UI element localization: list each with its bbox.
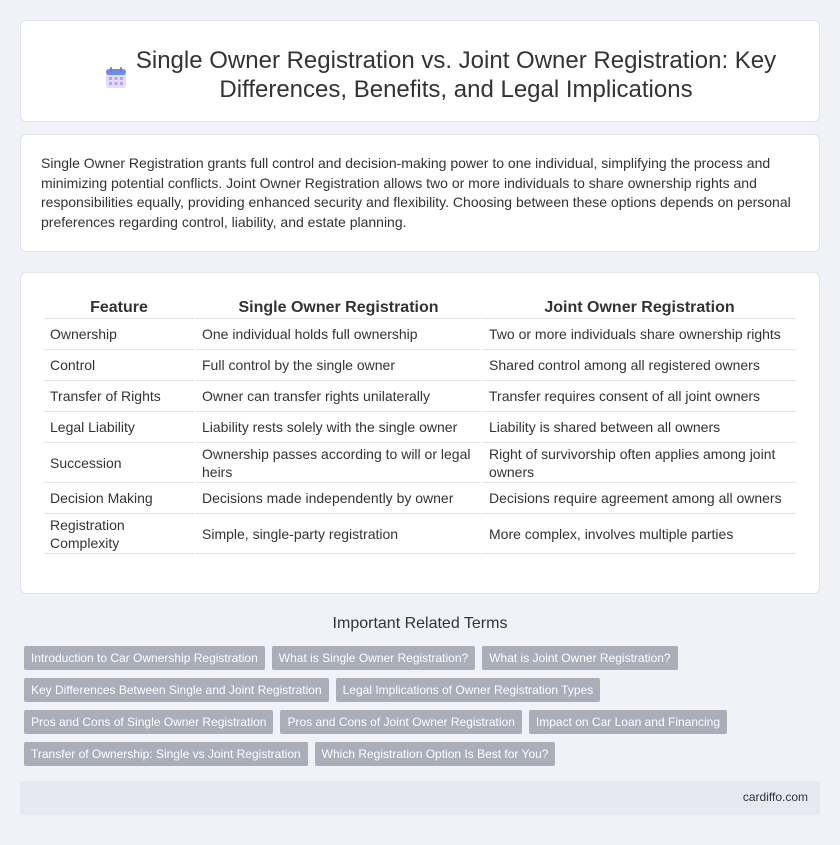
footer-bar — [20, 781, 820, 815]
single-owner-cell: Owner can transfer rights unilaterally — [196, 381, 481, 412]
column-header-feature: Feature — [44, 297, 194, 319]
table-row — [44, 514, 796, 554]
intro-card — [20, 134, 820, 252]
joint-owner-cell: Two or more individuals share ownership rights — [483, 319, 796, 350]
footer-site-link[interactable]: cardiffo.com — [742, 790, 808, 804]
related-term-tag[interactable]: What is Single Owner Registration? — [272, 646, 475, 670]
related-term-tag[interactable]: Key Differences Between Single and Joint Registration — [24, 678, 329, 702]
column-header-joint-owner: Joint Owner Registration — [483, 297, 796, 319]
joint-owner-cell: Transfer requires consent of all joint owners — [483, 381, 796, 412]
table-header-row — [44, 297, 796, 319]
header-card — [20, 20, 820, 122]
related-term-tag[interactable]: Pros and Cons of Joint Owner Registration — [280, 710, 521, 734]
table-row — [44, 412, 796, 443]
related-term-tag[interactable]: Introduction to Car Ownership Registration — [24, 646, 265, 670]
table-row — [44, 483, 796, 514]
single-owner-cell: One individual holds full ownership — [196, 319, 481, 350]
intro-paragraph: Single Owner Registration grants full control and decision-making power to one individual, simplifying the process and minimizing potential conflicts. Joint Owner Registration allows two or more individuals to share ownership rights and responsibilities equally, providing enhanced security and flexibility. Choosing between these options depends on personal preferences regarding control, liability, and estate planning. — [41, 155, 791, 230]
feature-cell: Transfer of Rights — [44, 381, 194, 412]
single-owner-cell: Simple, single-party registration — [196, 514, 481, 554]
feature-cell: Control — [44, 350, 194, 381]
related-term-tag[interactable]: Legal Implications of Owner Registration Types — [336, 678, 601, 702]
feature-cell: Legal Liability — [44, 412, 194, 443]
table-row — [44, 443, 796, 483]
single-owner-cell: Full control by the single owner — [196, 350, 481, 381]
comparison-table — [42, 297, 798, 554]
joint-owner-cell: More complex, involves multiple parties — [483, 514, 796, 554]
feature-cell: Registration Complexity — [44, 514, 194, 554]
joint-owner-cell: Shared control among all registered owners — [483, 350, 796, 381]
table-row — [44, 350, 796, 381]
tag-row — [24, 710, 734, 734]
related-term-tag[interactable]: What is Joint Owner Registration? — [482, 646, 677, 670]
related-term-tag[interactable]: Transfer of Ownership: Single vs Joint Registration — [24, 742, 308, 766]
comparison-table-card — [20, 272, 820, 594]
table-row — [44, 381, 796, 412]
related-term-tag[interactable]: Impact on Car Loan and Financing — [529, 710, 727, 734]
related-terms-heading: Important Related Terms — [332, 615, 508, 632]
tag-row — [24, 742, 562, 766]
joint-owner-cell: Decisions require agreement among all owners — [483, 483, 796, 514]
related-term-tag[interactable]: Pros and Cons of Single Owner Registration — [24, 710, 273, 734]
column-header-single-owner: Single Owner Registration — [196, 297, 481, 319]
joint-owner-cell: Right of survivorship often applies among joint owners — [483, 443, 796, 483]
feature-cell: Ownership — [44, 319, 194, 350]
tag-row — [24, 678, 607, 702]
related-term-tag[interactable]: Which Registration Option Is Best for You? — [315, 742, 556, 766]
single-owner-cell: Ownership passes according to will or legal heirs — [196, 443, 481, 483]
feature-cell: Decision Making — [44, 483, 194, 514]
single-owner-cell: Liability rests solely with the single owner — [196, 412, 481, 443]
table-row — [44, 319, 796, 350]
tag-row — [24, 646, 685, 670]
page-title: Single Owner Registration vs. Joint Owner Registration: Key Differences, Benefits, and Legal Implications — [135, 47, 777, 103]
single-owner-cell: Decisions made independently by owner — [196, 483, 481, 514]
feature-cell: Succession — [44, 443, 194, 483]
joint-owner-cell: Liability is shared between all owners — [483, 412, 796, 443]
